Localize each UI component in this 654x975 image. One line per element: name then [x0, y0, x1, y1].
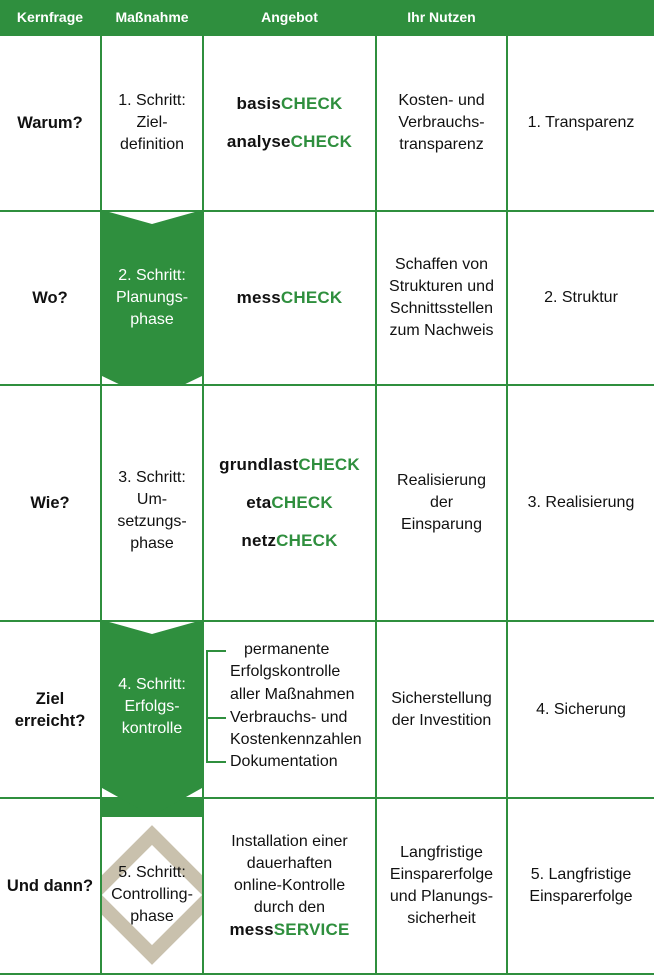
- bracket-line: [206, 650, 208, 763]
- product-messservice: [229, 919, 349, 941]
- question-text: Und dann?: [6, 877, 94, 895]
- step-line: 1. Schritt:: [118, 92, 186, 109]
- benefit-cell: [377, 36, 506, 210]
- product-suffix: CHECK: [271, 493, 333, 512]
- offer-list-item: aller Maßnahmen: [230, 686, 355, 703]
- result-cell: [508, 622, 654, 797]
- step-cell: [102, 622, 202, 792]
- header-angebot: Angebot: [261, 9, 318, 25]
- header-kernfrage: Kernfrage: [16, 9, 84, 25]
- benefit-line: transparenz: [399, 136, 484, 153]
- result-text: 4. Sicherung: [536, 700, 626, 718]
- product-suffix: CHECK: [280, 288, 343, 307]
- benefit-line: Schaffen von: [394, 256, 489, 273]
- product-prefix: netz: [241, 531, 277, 550]
- product-messcheck: [237, 287, 343, 309]
- header-result: [508, 0, 654, 34]
- offer-line: Installation einer: [231, 833, 348, 850]
- benefit-line: der Investition: [391, 711, 492, 729]
- step-line: phase: [130, 535, 174, 552]
- offer-line: dauerhaften: [246, 855, 333, 872]
- result-text: 2. Struktur: [544, 289, 618, 306]
- benefit-line: und Planungs-: [389, 888, 494, 905]
- question-cell: [0, 799, 100, 973]
- offer-list-item: Erfolgskontrolle: [230, 663, 341, 680]
- step-cell: [102, 36, 202, 210]
- benefit-cell: [377, 799, 506, 973]
- benefit-line: Verbrauchs-: [398, 114, 485, 131]
- benefit-line: Einsparerfolge: [389, 866, 494, 883]
- product-suffix: CHECK: [276, 531, 338, 550]
- header-massnahme: Maßnahme: [115, 9, 189, 25]
- product-prefix: eta: [246, 493, 272, 512]
- benefit-line: Realisierung: [397, 472, 486, 489]
- step-line: Ziel-: [136, 114, 168, 131]
- product-prefix: mess: [236, 288, 281, 307]
- offer-cell: [204, 386, 375, 620]
- benefit-line: Langfristige: [400, 844, 483, 861]
- step-line: Planungs-: [115, 289, 189, 306]
- step-line: 2. Schritt:: [118, 267, 186, 284]
- result-text: Einsparerfolge: [529, 888, 633, 905]
- offer-list-item: Kostenkennzahlen: [230, 731, 362, 748]
- step-cell: [102, 817, 202, 973]
- result-cell: [508, 386, 654, 620]
- step-line: setzungs-: [117, 513, 187, 530]
- step-cell: [102, 386, 202, 620]
- bracket-tick: [206, 761, 226, 763]
- result-text: 3. Realisierung: [527, 494, 635, 511]
- product-suffix: CHECK: [281, 94, 343, 113]
- offer-list-item: Dokumentation: [230, 753, 338, 770]
- benefit-line: Sicherstellung: [391, 689, 492, 707]
- question-cell: [0, 622, 100, 797]
- step-line: phase: [130, 311, 174, 328]
- product-grundlastcheck: [219, 454, 360, 476]
- result-cell: [508, 799, 654, 973]
- offer-cell: [204, 799, 375, 973]
- result-cell: [508, 36, 654, 210]
- bracket-tick: [206, 650, 226, 652]
- product-basischeck: [237, 93, 343, 115]
- step-line: Controlling-: [111, 886, 193, 903]
- question-cell: [0, 212, 100, 384]
- bracket-tick: [206, 717, 226, 719]
- step-line: 3. Schritt:: [118, 469, 186, 486]
- step-line: Um-: [136, 491, 168, 508]
- product-prefix: basis: [236, 94, 282, 113]
- question-text: Warum?: [17, 114, 83, 132]
- question-text: Wie?: [30, 494, 70, 512]
- benefit-line: Strukturen und: [389, 278, 494, 295]
- step-cell: [102, 212, 202, 384]
- offer-list-item: Verbrauchs- und: [230, 709, 348, 726]
- step-line: Erfolgs-: [124, 698, 180, 715]
- offer-line: online-Kontrolle: [233, 877, 346, 894]
- question-cell: [0, 36, 100, 210]
- benefit-line: zum Nachweis: [389, 322, 494, 339]
- result-cell: [508, 212, 654, 384]
- benefit-cell: [377, 212, 506, 384]
- product-suffix: SERVICE: [273, 920, 350, 939]
- step-line: 5. Schritt:: [118, 864, 186, 881]
- result-text: 5. Langfristige: [530, 866, 632, 883]
- question-text: erreicht?: [14, 711, 86, 730]
- benefit-cell: [377, 386, 506, 620]
- question-cell: [0, 386, 100, 620]
- product-suffix: CHECK: [290, 132, 353, 151]
- offer-list-item: permanente: [244, 641, 330, 658]
- offer-cell: [204, 36, 375, 210]
- step-line: definition: [119, 136, 185, 153]
- product-prefix: mess: [229, 920, 274, 939]
- benefit-line: Schnittsstellen: [389, 300, 494, 317]
- header-ihr-nutzen: Ihr Nutzen: [407, 9, 476, 25]
- benefit-line: der: [429, 494, 454, 511]
- benefit-cell: [377, 622, 506, 797]
- product-prefix: grundlast: [219, 455, 299, 474]
- product-prefix: analyse: [226, 132, 291, 151]
- benefit-line: sicherheit: [407, 910, 476, 927]
- offer-line: durch den: [253, 899, 326, 916]
- product-etacheck: [246, 492, 333, 514]
- step-line: 4. Schritt:: [118, 676, 186, 693]
- step-line: phase: [130, 908, 174, 925]
- step-line: kontrolle: [121, 720, 183, 737]
- question-text: Wo?: [32, 289, 68, 307]
- offer-cell: [204, 212, 375, 384]
- result-text: 1. Transparenz: [527, 114, 635, 131]
- product-netzcheck: [241, 530, 337, 552]
- question-text: Ziel: [35, 689, 65, 708]
- benefit-line: Einsparung: [401, 516, 482, 533]
- product-suffix: CHECK: [298, 455, 360, 474]
- benefit-line: Kosten- und: [398, 92, 485, 109]
- product-analysecheck: [227, 131, 352, 153]
